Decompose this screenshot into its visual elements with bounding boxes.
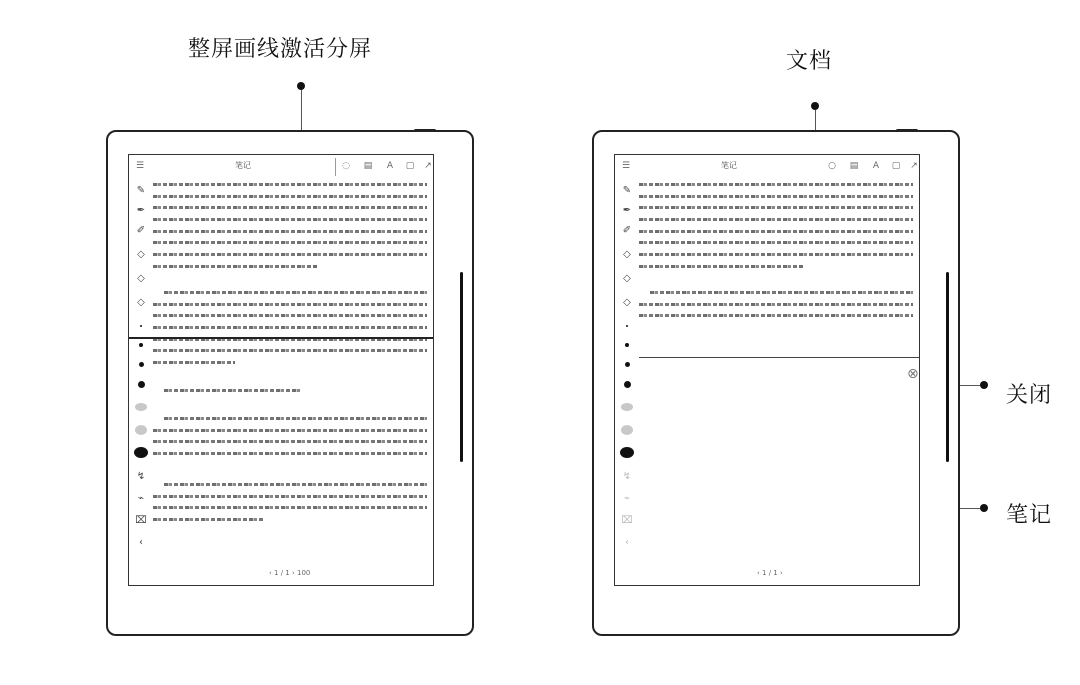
left-page-indicator[interactable]: ‹ 1 / 1 › 100 (269, 569, 311, 577)
marker-icon[interactable]: ✒ (622, 205, 632, 216)
highlighter-icon[interactable]: ◇ (137, 273, 145, 284)
lasso-tool-icon[interactable]: ↯ (136, 471, 146, 482)
size-3[interactable] (134, 447, 148, 458)
pen-icon[interactable]: ✐ (622, 225, 632, 236)
text-para-4 (153, 417, 427, 464)
brush-icon[interactable]: ◇ (623, 297, 631, 308)
split-line[interactable] (129, 337, 433, 339)
eraser-icon[interactable]: ◇ (137, 249, 145, 260)
search-icon[interactable]: ○ (828, 161, 836, 171)
size-3[interactable] (620, 447, 634, 458)
callout-document: 文档 (786, 49, 833, 74)
doc-icon[interactable]: ▤ (363, 161, 373, 171)
close-split-icon[interactable]: ⊗ (907, 366, 919, 382)
dot-4[interactable] (624, 381, 631, 388)
pencil-icon[interactable]: ✎ (136, 185, 146, 196)
page-turn-bar[interactable] (460, 272, 463, 462)
left-screen (128, 154, 434, 586)
dot-2[interactable] (139, 343, 143, 347)
pencil-icon[interactable]: ✎ (622, 185, 632, 196)
share-icon[interactable]: ↗ (910, 161, 918, 171)
page-turn-bar[interactable] (946, 272, 949, 462)
text-para-1 (153, 183, 427, 277)
collapse-icon[interactable]: ‹ (625, 537, 629, 548)
doc-icon[interactable]: ▤ (849, 161, 859, 171)
callout-dot-document (811, 102, 819, 110)
crop-icon[interactable]: ⌧ (135, 515, 147, 526)
right-title: 笔记 (721, 161, 737, 170)
callout-close: 关闭 (1006, 383, 1053, 408)
text-para-3 (153, 389, 427, 401)
callout-dot-close (980, 381, 988, 389)
menu-icon[interactable]: ☰ (135, 161, 145, 171)
dot-4[interactable] (138, 381, 145, 388)
right-screen (614, 154, 920, 586)
right-toolbar (615, 155, 919, 179)
fill-icon[interactable]: ⌁ (623, 493, 631, 504)
dot-1[interactable] (626, 325, 628, 327)
brush-icon[interactable]: ◇ (137, 297, 145, 308)
pen-icon[interactable]: ✐ (136, 225, 146, 236)
text-para-5 (153, 483, 427, 530)
power-button[interactable] (896, 129, 918, 132)
share-icon[interactable]: ↗ (424, 161, 432, 171)
doc-para-2 (639, 291, 913, 326)
dot-3[interactable] (625, 362, 630, 367)
right-tool-column (615, 179, 637, 585)
toolbar-divider (335, 158, 336, 176)
left-title: 笔记 (235, 161, 251, 170)
text-para-2 (153, 291, 427, 373)
right-page-indicator[interactable]: ‹ 1 / 1 › (757, 569, 783, 577)
dot-2[interactable] (625, 343, 629, 347)
dot-1[interactable] (140, 325, 142, 327)
export-icon[interactable]: ▢ (405, 161, 415, 171)
power-button[interactable] (414, 129, 436, 132)
export-icon[interactable]: ▢ (891, 161, 901, 171)
callout-dot-notes (980, 504, 988, 512)
size-1[interactable] (135, 403, 147, 411)
dot-3[interactable] (139, 362, 144, 367)
callout-notes: 笔记 (1006, 503, 1053, 528)
crop-icon[interactable]: ⌧ (621, 515, 633, 526)
callout-dot-split (297, 82, 305, 90)
size-2[interactable] (135, 425, 147, 435)
marker-icon[interactable]: ✒ (136, 205, 146, 216)
split-divider[interactable] (639, 357, 919, 358)
menu-icon[interactable]: ☰ (621, 161, 631, 171)
collapse-icon[interactable]: ‹ (139, 537, 143, 548)
left-toolbar (129, 155, 433, 179)
left-ereader (106, 130, 474, 636)
font-icon[interactable]: A (872, 161, 880, 171)
size-2[interactable] (621, 425, 633, 435)
font-icon[interactable]: A (386, 161, 394, 171)
doc-para-1 (639, 183, 913, 277)
lasso-icon[interactable]: ◌ (342, 161, 350, 171)
size-1[interactable] (621, 403, 633, 411)
notes-area[interactable] (639, 359, 919, 565)
callout-split-activate: 整屏画线激活分屏 (188, 37, 373, 62)
lasso-tool-icon[interactable]: ↯ (622, 471, 632, 482)
left-tool-column (129, 179, 151, 585)
eraser-icon[interactable]: ◇ (623, 249, 631, 260)
highlighter-icon[interactable]: ◇ (623, 273, 631, 284)
fill-icon[interactable]: ⌁ (137, 493, 145, 504)
right-ereader (592, 130, 960, 636)
